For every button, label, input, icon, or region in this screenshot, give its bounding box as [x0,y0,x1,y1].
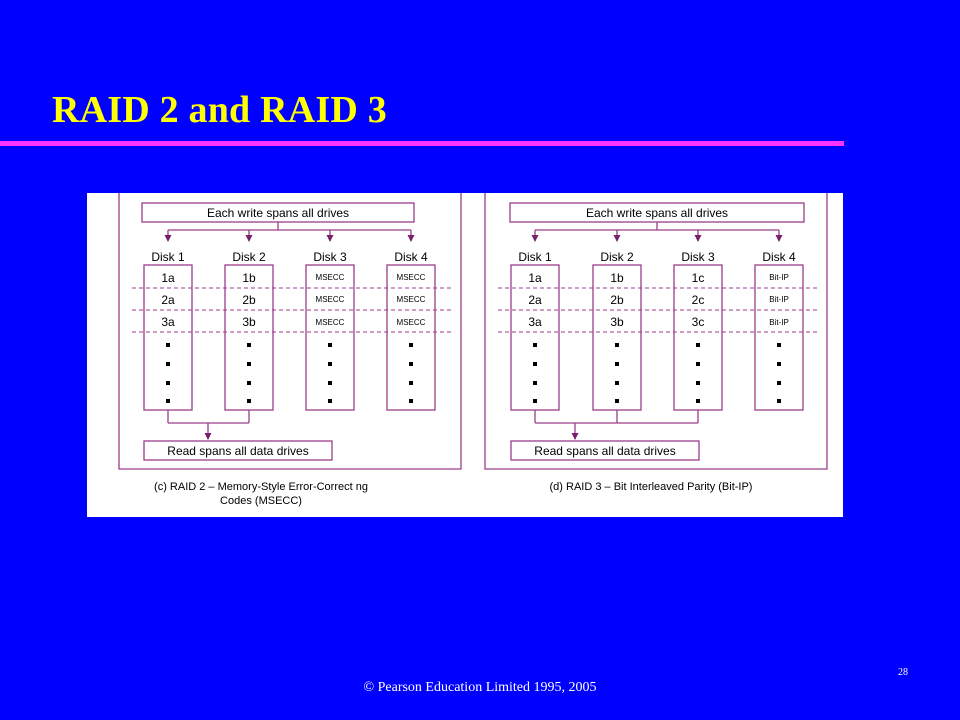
raid2-continuation-dots [166,343,413,403]
raid3-disk-1 [511,265,559,410]
raid3-block: 3c [691,315,705,329]
raid3-write-label: Each write spans all drives [585,206,729,220]
raid3-disk-label: Disk 4 [762,250,796,264]
raid3-block: 2b [610,293,624,307]
page-number: 28 [898,667,908,678]
raid3-read-label: Read spans all data drives [534,444,676,458]
raid3-disk-label: Disk 3 [681,250,715,264]
raid3-block: 2c [691,293,705,307]
raid3-block: 1a [528,271,542,285]
raid2-disk-label: Disk 1 [151,250,185,264]
raid3-block: Bit-IP [769,318,789,327]
raid2-disk-3 [306,265,354,410]
raid2-disk-label: Disk 4 [394,250,428,264]
slide-title: RAID 2 and RAID 3 [52,89,387,131]
raid2-block: 2a [161,293,175,307]
raid3-caption: (d) RAID 3 – Bit Interleaved Parity (Bit-IP) [549,481,753,493]
raid3-block: 3b [610,315,624,329]
raid2-disk-label: Disk 3 [313,250,347,264]
raid-diagram [87,193,843,517]
raid2-block: 2b [242,293,256,307]
raid2-block: MSECC [315,295,345,304]
raid2-disk-2 [225,265,273,410]
title-underline [0,141,844,146]
raid3-panel [485,193,827,493]
raid3-disk-label: Disk 2 [600,250,634,264]
copyright-notice: © Pearson Education Limited 1995, 2005 [363,680,597,695]
raid3-disk-4 [755,265,803,410]
raid3-block: 3a [528,315,542,329]
raid3-block: 1c [691,271,705,285]
raid2-disk-4 [387,265,435,410]
raid2-block: 3b [242,315,256,329]
raid-diagram-figure [87,193,843,517]
raid2-block: MSECC [396,318,426,327]
raid3-continuation-dots [533,343,781,403]
raid2-block: MSECC [396,295,426,304]
raid2-block: MSECC [396,273,426,282]
raid2-disk-1 [144,265,192,410]
raid2-disk-label: Disk 2 [232,250,266,264]
raid3-disk-2 [593,265,641,410]
raid3-block: Bit-IP [769,295,789,304]
raid2-block: MSECC [315,318,345,327]
raid2-block: MSECC [315,273,345,282]
raid2-caption: Codes (MSECC) [220,495,302,507]
raid2-caption: (c) RAID 2 – Memory-Style Error-Correct ng [154,481,368,493]
raid3-disk-label: Disk 1 [518,250,552,264]
raid2-write-label: Each write spans all drives [206,206,350,220]
raid2-read-label: Read spans all data drives [167,444,309,458]
raid3-block: 2a [528,293,542,307]
raid3-block: Bit-IP [769,273,789,282]
raid3-block: 1b [610,271,624,285]
raid3-disk-3 [674,265,722,410]
raid2-block: 1b [242,271,256,285]
raid2-block: 1a [161,271,175,285]
raid2-panel [119,193,461,507]
raid2-block: 3a [161,315,175,329]
